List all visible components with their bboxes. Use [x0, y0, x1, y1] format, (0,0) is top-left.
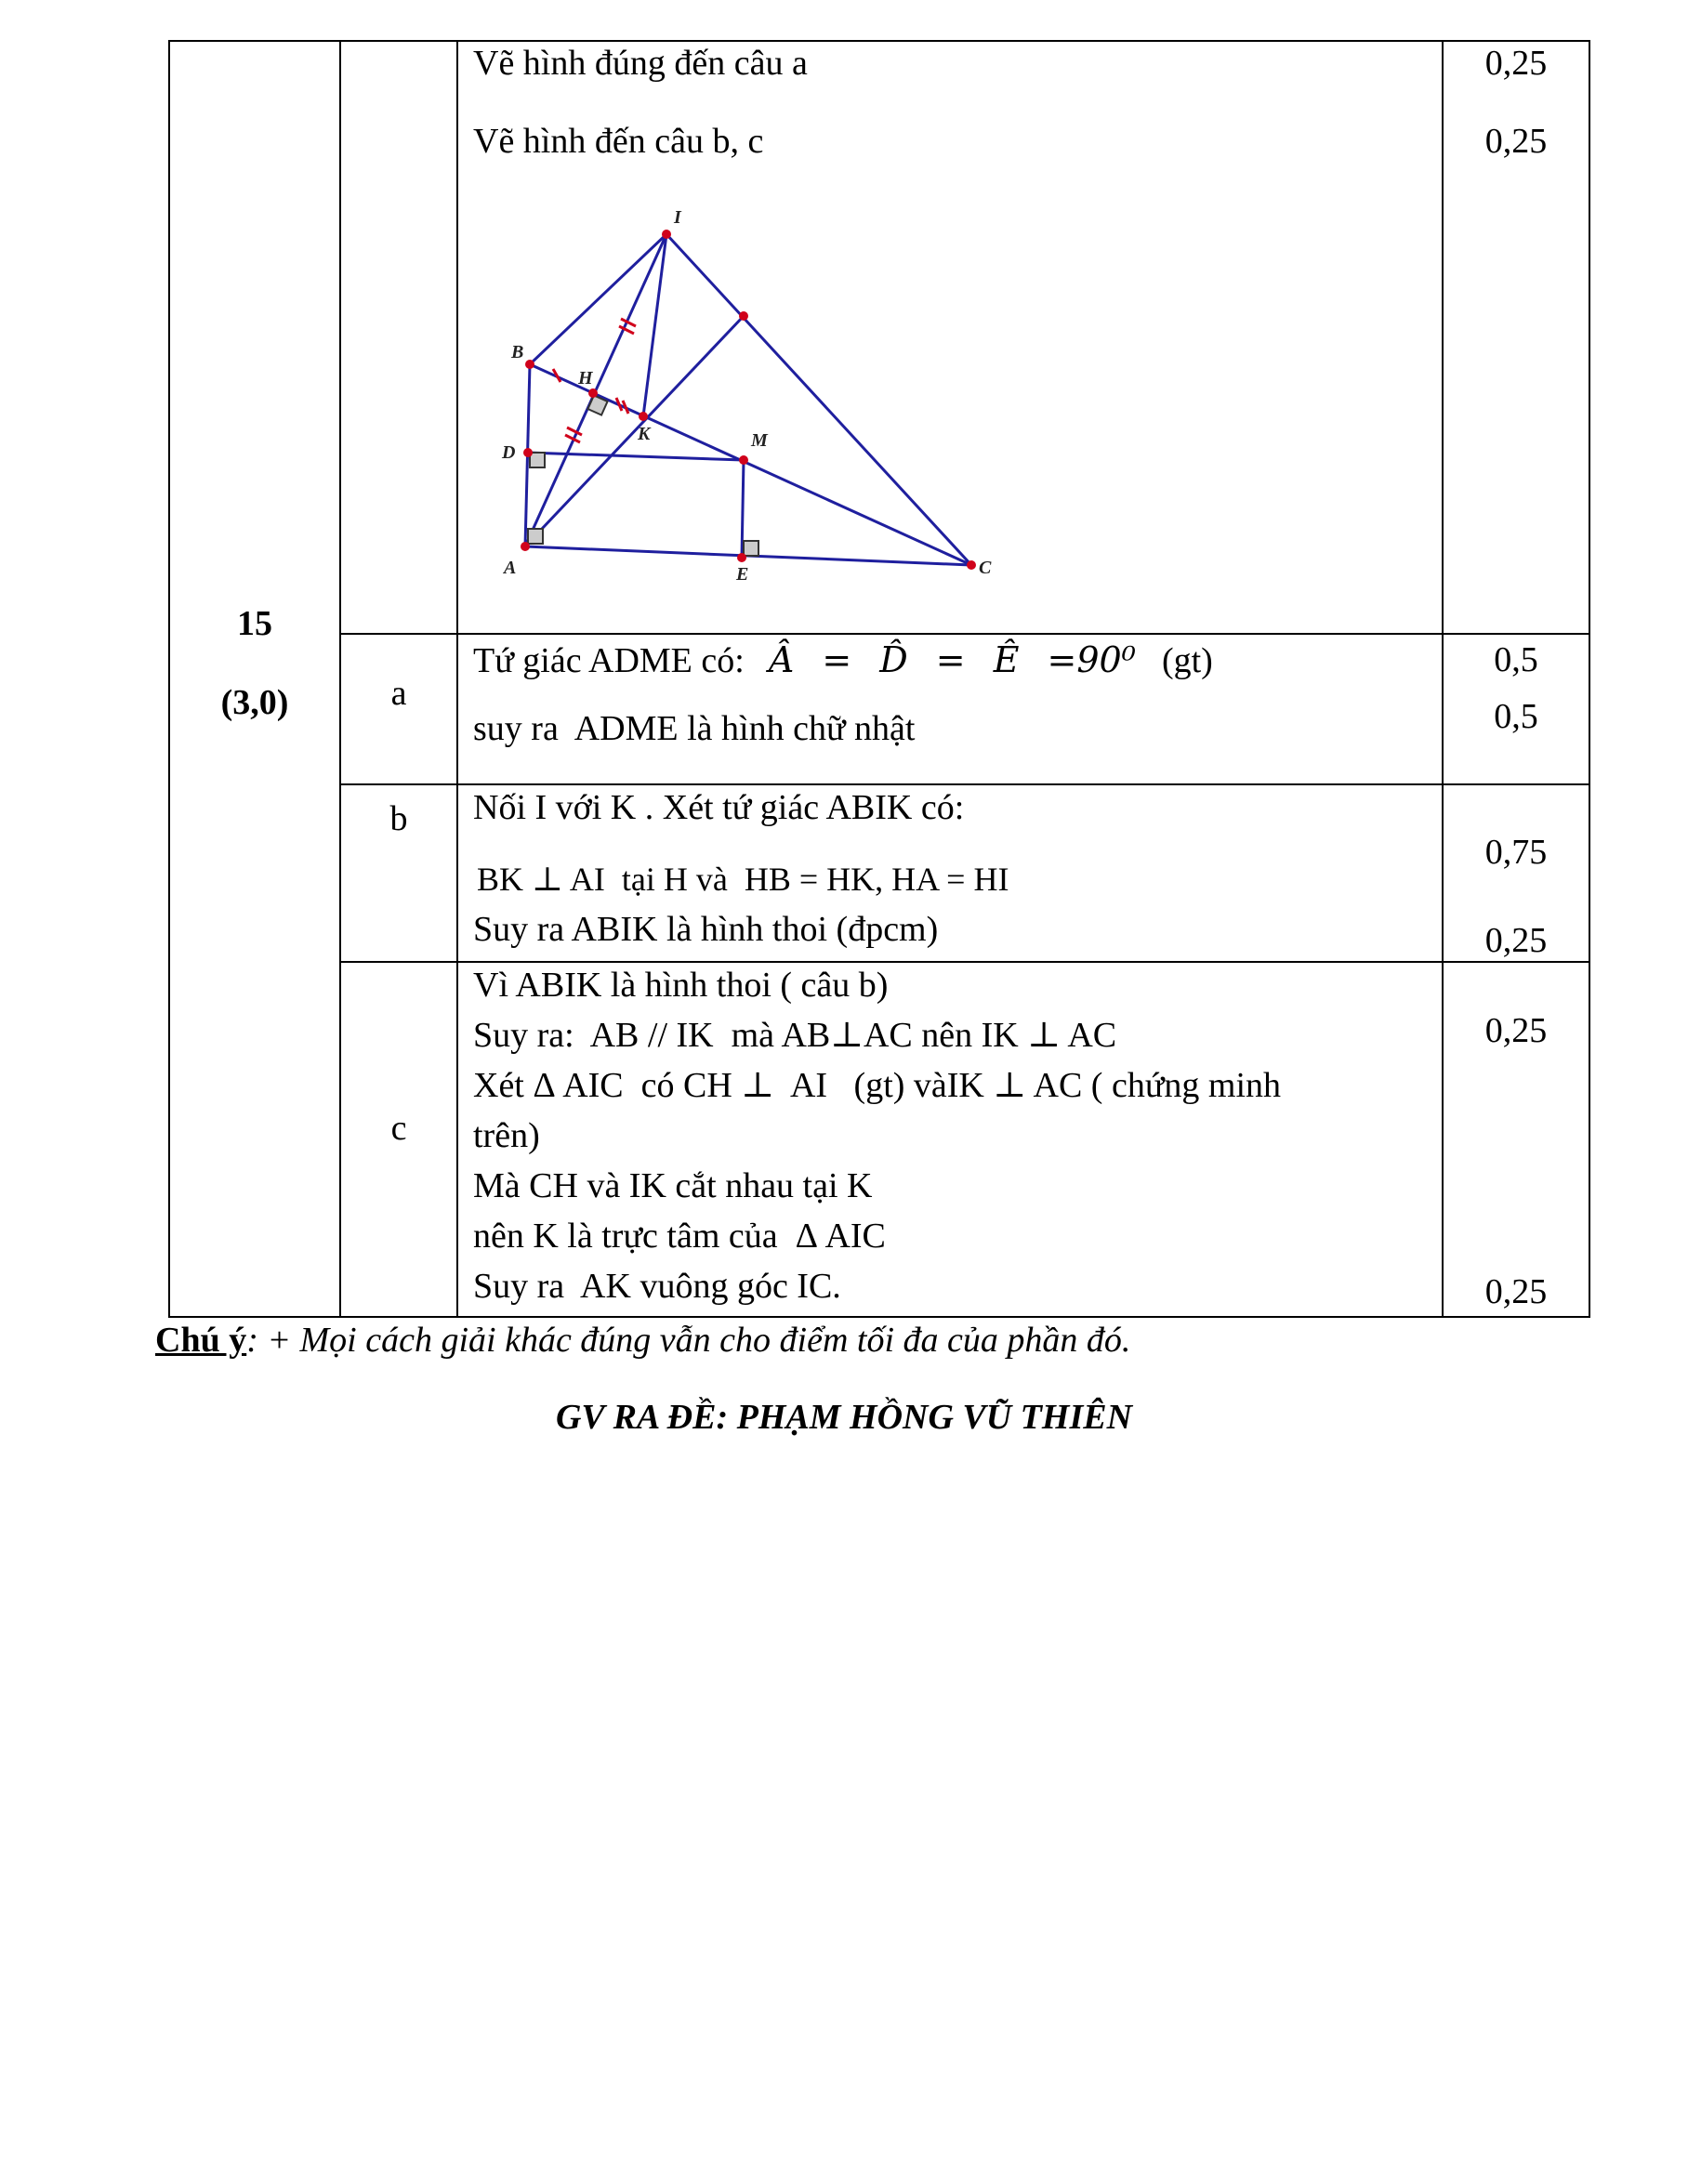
point-d	[523, 448, 533, 457]
point-a	[521, 542, 530, 551]
part-a-score-2: 0,5	[1494, 697, 1538, 736]
right-angle-d	[530, 453, 545, 467]
part-c-label: c	[390, 1109, 407, 1148]
footer-note	[155, 1317, 1130, 1363]
label-c: C	[979, 558, 992, 578]
note-text: : + Mọi cách giải khác đúng vẫn cho điểm tối đa của phần đó.	[246, 1321, 1131, 1360]
segment-dm	[528, 453, 744, 460]
segment-ic	[666, 234, 971, 565]
drawing-score-2: 0,25	[1484, 122, 1548, 161]
label-a: A	[504, 558, 517, 578]
label-k: K	[638, 424, 651, 444]
point-labels	[501, 207, 992, 585]
part-b-line-1: Nối I với K . Xét tứ giác ABIK có:	[473, 788, 965, 827]
part-a-score-1: 0,5	[1494, 640, 1538, 679]
point-i	[662, 230, 671, 239]
part-c-line-3: Xét Δ AIC có CH ⊥ AI (gt) vàIK ⊥ AC ( chứng minh	[473, 1066, 1282, 1105]
point-c	[967, 560, 976, 570]
part-b-line-2: BK ⊥ AI tại H và HB = HK, HA = HI	[477, 861, 1009, 898]
part-b-score-1: 0,75	[1484, 833, 1548, 872]
column-divider-2	[456, 40, 458, 1318]
point-h	[588, 388, 598, 398]
part-a-label: a	[390, 674, 407, 713]
table-top-border	[169, 40, 1590, 42]
part-a-given: (gt)	[1161, 641, 1213, 680]
part-b-line-3: Suy ra ABIK là hình thoi (đpcm)	[473, 910, 939, 949]
part-c-line-2: Suy ra: AB // IK mà AB⊥AC nên IK ⊥ AC	[473, 1016, 1117, 1055]
label-e: E	[736, 564, 749, 585]
part-a-line-2: suy ra ADME là hình chữ nhật	[473, 709, 916, 748]
question-number: 15	[237, 604, 272, 643]
point-b	[525, 360, 534, 369]
right-angle-e	[744, 541, 758, 556]
geometry-figure	[483, 191, 1004, 590]
point-k	[639, 412, 648, 421]
figure-points	[521, 230, 976, 570]
part-c-line-4: trên)	[473, 1116, 540, 1155]
label-h: H	[578, 368, 593, 388]
drawing-score-1: 0,25	[1484, 44, 1548, 83]
part-a-prefix: Tứ giác ADME có:	[473, 641, 745, 680]
label-m: M	[751, 430, 768, 451]
part-a-line-1	[473, 638, 1213, 683]
part-c-score-1: 0,25	[1484, 1011, 1548, 1050]
part-b-score-2: 0,25	[1484, 921, 1548, 960]
row-divider-a	[340, 633, 1590, 635]
part-c-line-1: Vì ABIK là hình thoi ( câu b)	[473, 966, 889, 1005]
part-c-line-5: Mà CH và IK cắt nhau tại K	[473, 1166, 873, 1205]
part-c-score-2: 0,25	[1484, 1272, 1548, 1311]
drawing-line-1: Vẽ hình đúng đến câu a	[473, 44, 808, 83]
point-e	[737, 553, 746, 562]
point-on-ic	[739, 311, 748, 321]
part-c-line-6: nên K là trực tâm của Δ AIC	[473, 1217, 886, 1256]
note-label: Chú ý	[155, 1321, 247, 1360]
drawing-line-2: Vẽ hình đến câu b, c	[473, 122, 764, 161]
part-c-line-7: Suy ra AK vuông góc IC.	[473, 1267, 841, 1306]
point-m	[739, 455, 748, 465]
segment-bi	[530, 234, 666, 364]
part-a-angles: Â = D̂ = Ê =90⁰	[768, 639, 1136, 680]
right-angle-a	[528, 529, 543, 544]
label-d: D	[502, 442, 516, 463]
table-right-border	[1589, 40, 1590, 1318]
segment-ak-extended	[525, 316, 744, 546]
label-b: B	[511, 342, 524, 362]
exam-author: GV RA ĐỀ: PHẠM HỒNG VŨ THIÊN	[555, 1398, 1133, 1437]
question-points: (3,0)	[220, 683, 289, 722]
table-left-border	[168, 40, 170, 1318]
label-i: I	[674, 207, 681, 228]
part-b-label: b	[389, 799, 408, 838]
